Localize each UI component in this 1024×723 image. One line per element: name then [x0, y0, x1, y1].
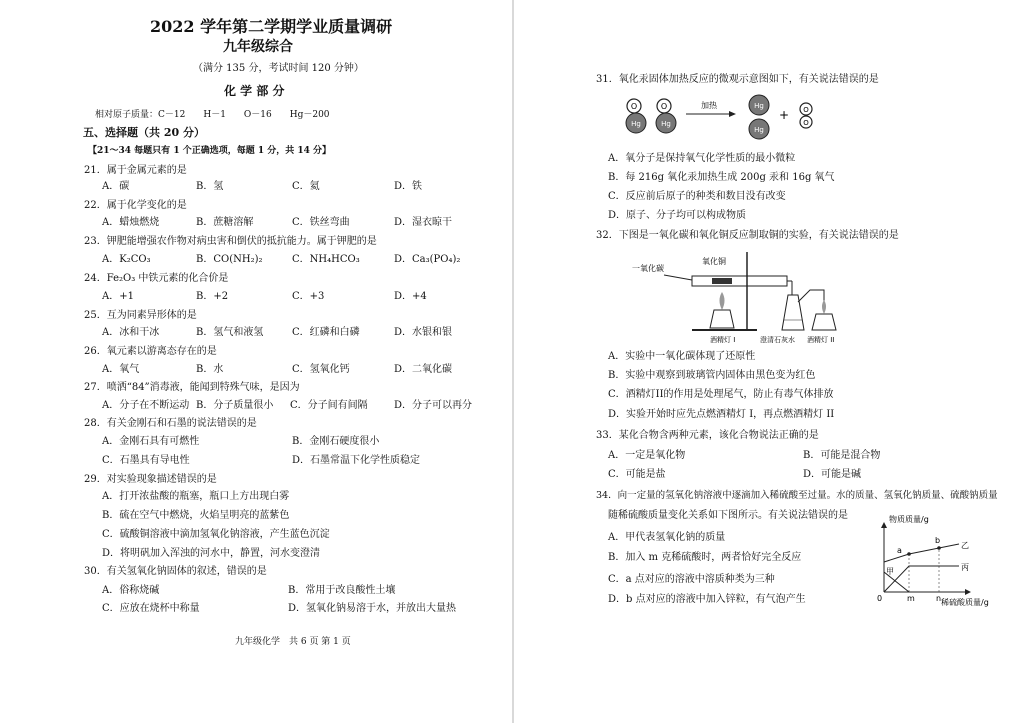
- option-c: C．氢氧化钙: [292, 364, 350, 375]
- question-stem-continued: 随稀硫酸质量变化关系如下图所示。有关说法错误的是: [608, 510, 848, 521]
- question-stem: 27．喷洒“84”消毒液，能闻到特殊气味，是因为: [84, 382, 300, 393]
- origin-label: 0: [877, 594, 883, 603]
- option-b: B．氢气和液氢: [196, 327, 264, 338]
- exam-title: 2022 学年第二学期学业质量调研: [150, 17, 393, 36]
- question-stem: 31．氧化汞固体加热反应的微观示意图如下，有关说法错误的是: [596, 74, 879, 85]
- lamp-2-label: 酒精灯 II: [807, 336, 835, 344]
- option-c: C．分子间有间隔: [290, 400, 368, 411]
- option-d: D．可能是碱: [803, 469, 862, 480]
- x-axis-arrow-icon: [965, 589, 971, 595]
- y-axis-arrow-icon: [881, 522, 887, 528]
- option-b: B．常用于改良酸性土壤: [288, 585, 396, 596]
- option-a: A．氧分子是保持氧气化学性质的最小微粒: [608, 153, 796, 164]
- question-stem: 22．属于化学变化的是: [84, 200, 187, 211]
- page-footer: 九年级化学 共 6 页 第 1 页: [235, 637, 351, 647]
- limewater-label: 澄清石灰水: [760, 336, 795, 344]
- flame-icon: [822, 300, 826, 314]
- option-b: B．每 216g 氧化汞加热生成 200g 汞和 16g 氧气: [608, 172, 835, 183]
- mass-graph: [869, 510, 1019, 610]
- option-b: B．蔗糖溶解: [196, 217, 254, 228]
- option-b: B．氢: [196, 181, 224, 192]
- point-a-label: a: [897, 546, 902, 555]
- option-a: A．俗称烧碱: [102, 585, 160, 596]
- score-time: （满分 135 分，考试时间 120 分钟）: [193, 63, 364, 74]
- limewater-flask: [782, 295, 804, 330]
- question-stem: 28．有关金刚石和石墨的说法错误的是: [84, 418, 257, 429]
- question-stem: 26．氧元素以游离态存在的是: [84, 346, 217, 357]
- series-label-jia: 甲: [886, 567, 894, 576]
- option-d: D．二氧化碳: [394, 364, 453, 375]
- alcohol-lamp-1: [710, 310, 734, 328]
- mercury-oxide-diagram: [624, 92, 824, 142]
- option-d: D．Ca₃(PO₄)₂: [394, 254, 461, 265]
- plus-sign: +: [778, 108, 790, 122]
- glass-tube: [692, 276, 787, 286]
- option-b: B．可能是混合物: [803, 450, 881, 461]
- option-a: A．蜡烛燃烧: [102, 217, 160, 228]
- option-a: A．氧气: [102, 364, 140, 375]
- option-c: C．NH₄HCO₃: [292, 254, 360, 265]
- option-a: A．甲代表氢氧化钠的质量: [608, 532, 726, 543]
- question-stem: 34．向一定量的氢氧化钠溶液中逐滴加入稀硫酸至过量。水的质量、氢氧化钠质量、硫酸钠质量: [596, 490, 998, 501]
- question-stem: 29．对实验现象描述错误的是: [84, 474, 217, 485]
- graph-ylabel: 物质质量/g: [889, 515, 929, 524]
- option-d: D．氢氧化钠易溶于水，并放出大量热: [288, 603, 457, 614]
- inlet-pipe: [664, 275, 692, 280]
- graph-xlabel: 稀硫酸质量/g: [941, 598, 989, 607]
- option-d: D．湿衣晾干: [394, 217, 453, 228]
- option-d: D．铁: [394, 181, 423, 192]
- option-b: B．CO(NH₂)₂: [196, 254, 263, 265]
- alcohol-lamp-2: [812, 314, 836, 330]
- option-b: B．金刚石硬度很小: [292, 436, 380, 447]
- question-stem: 32．下图是一氧化碳和氧化铜反应制取铜的实验，有关说法错误的是: [596, 230, 899, 241]
- option-c: C．可能是盐: [608, 469, 666, 480]
- lamp-1-label: 酒精灯 I: [710, 336, 736, 344]
- part-title: 化 学 部 分: [224, 84, 285, 98]
- question-stem: 24．Fe₂O₃ 中铁元素的化合价是: [84, 273, 229, 284]
- option-c: C．+3: [292, 291, 325, 302]
- option-a: A．实验中一氧化碳体现了还原性: [608, 351, 756, 362]
- option-c: C．铁丝弯曲: [292, 217, 350, 228]
- option-c: C．a 点对应的溶液中溶质种类为三种: [608, 574, 775, 585]
- tick-m: m: [907, 594, 915, 603]
- option-c: C．红磷和白磷: [292, 327, 360, 338]
- series-line-bing: [884, 566, 959, 592]
- exam-page-right: [514, 0, 1024, 723]
- option-a: A．分子在不断运动: [102, 400, 190, 411]
- option-b: B．加入 m 克稀硫酸时，两者恰好完全反应: [608, 552, 802, 563]
- option-c: C．反应前后原子的种类和数目没有改变: [608, 191, 786, 202]
- point-a: [907, 552, 911, 556]
- oxygen-symbol: O: [630, 102, 638, 111]
- atomic-mass: 相对原子质量：C－12 H－1 O－16 Hg－200: [95, 110, 330, 120]
- mercury-symbol: Hg: [754, 126, 764, 134]
- option-a: A．冰和干冰: [102, 327, 160, 338]
- point-b: [937, 546, 941, 550]
- hgo-molecule-2: [656, 99, 676, 133]
- option-c: C．应放在烧杯中称量: [102, 603, 200, 614]
- option-d: D．实验开始时应先点燃酒精灯 I，再点燃酒精灯 II: [608, 409, 835, 420]
- option-a: A．碳: [102, 181, 130, 192]
- option-a: A．一定是氧化物: [608, 450, 686, 461]
- option-c: C．硫酸铜溶液中滴加氢氧化钠溶液，产生蓝色沉淀: [102, 529, 330, 540]
- question-stem: 30．有关氢氧化钠固体的叙述，错误的是: [84, 566, 267, 577]
- heat-label: 加热: [701, 101, 717, 110]
- option-a: A．打开浓盐酸的瓶塞，瓶口上方出现白雾: [102, 491, 290, 502]
- point-b-label: b: [935, 536, 941, 545]
- series-line-yi: [884, 544, 959, 562]
- flame-icon: [720, 292, 725, 310]
- tick-n: n: [936, 594, 942, 603]
- exam-subtitle: 九年级综合: [223, 39, 293, 55]
- option-d: D．将明矾加入浑浊的河水中，静置，河水变澄清: [102, 548, 321, 559]
- question-stem: 21．属于金属元素的是: [84, 165, 187, 176]
- option-d: D．+4: [394, 291, 427, 302]
- question-stem: 23．钾肥能增强农作物对病虫害和倒伏的抵抗能力。属于钾肥的是: [84, 236, 377, 247]
- arrow-head-icon: [729, 111, 736, 117]
- option-d: D．水银和银: [394, 327, 453, 338]
- option-d: D．石墨常温下化学性质稳定: [292, 455, 421, 466]
- apparatus-diagram: [632, 250, 872, 345]
- tail-gas-pipe: [798, 290, 824, 302]
- option-a: A．金刚石具有可燃性: [102, 436, 200, 447]
- option-d: D．分子可以再分: [394, 400, 473, 411]
- hgo-molecule-1: [626, 99, 646, 133]
- mercury-symbol: Hg: [661, 120, 671, 128]
- mercury-symbol: Hg: [631, 120, 641, 128]
- oxygen-symbol: O: [803, 119, 809, 127]
- option-d: D．原子、分子均可以构成物质: [608, 210, 747, 221]
- oxygen-symbol: O: [803, 106, 809, 114]
- oxygen-symbol: O: [660, 102, 668, 111]
- series-label-yi: 乙: [961, 541, 969, 550]
- copper-oxide-sample: [712, 278, 732, 284]
- cuo-label: 氧化铜: [702, 257, 726, 266]
- question-stem: 25．互为同素异形体的是: [84, 310, 197, 321]
- mercury-symbol: Hg: [754, 102, 764, 110]
- co-inlet-label: 一氧化碳: [632, 264, 664, 273]
- option-b: B．+2: [196, 291, 229, 302]
- option-a: A．K₂CO₃: [102, 254, 151, 265]
- question-stem: 33．某化合物含两种元素，该化合物说法正确的是: [596, 430, 819, 441]
- series-label-bing: 丙: [961, 563, 969, 572]
- option-c: C．氦: [292, 181, 320, 192]
- option-d: D．b 点对应的溶液中加入锌粒，有气泡产生: [608, 594, 806, 605]
- option-b: B．分子质量很小: [196, 400, 274, 411]
- option-c: C．石墨具有导电性: [102, 455, 190, 466]
- option-a: A．+1: [102, 291, 134, 302]
- option-b: B．实验中观察到玻璃管内固体由黑色变为红色: [608, 370, 816, 381]
- option-b: B．硫在空气中燃烧，火焰呈明亮的蓝紫色: [102, 510, 290, 521]
- option-c: C．酒精灯II的作用是处理尾气，防止有毒气体排放: [608, 389, 834, 400]
- section-heading: 五、选择题（共 20 分）: [83, 126, 205, 139]
- option-b: B．水: [196, 364, 224, 375]
- section-instruction: 【21～34 每题只有 1 个正确选项，每题 1 分，共 14 分】: [88, 146, 332, 156]
